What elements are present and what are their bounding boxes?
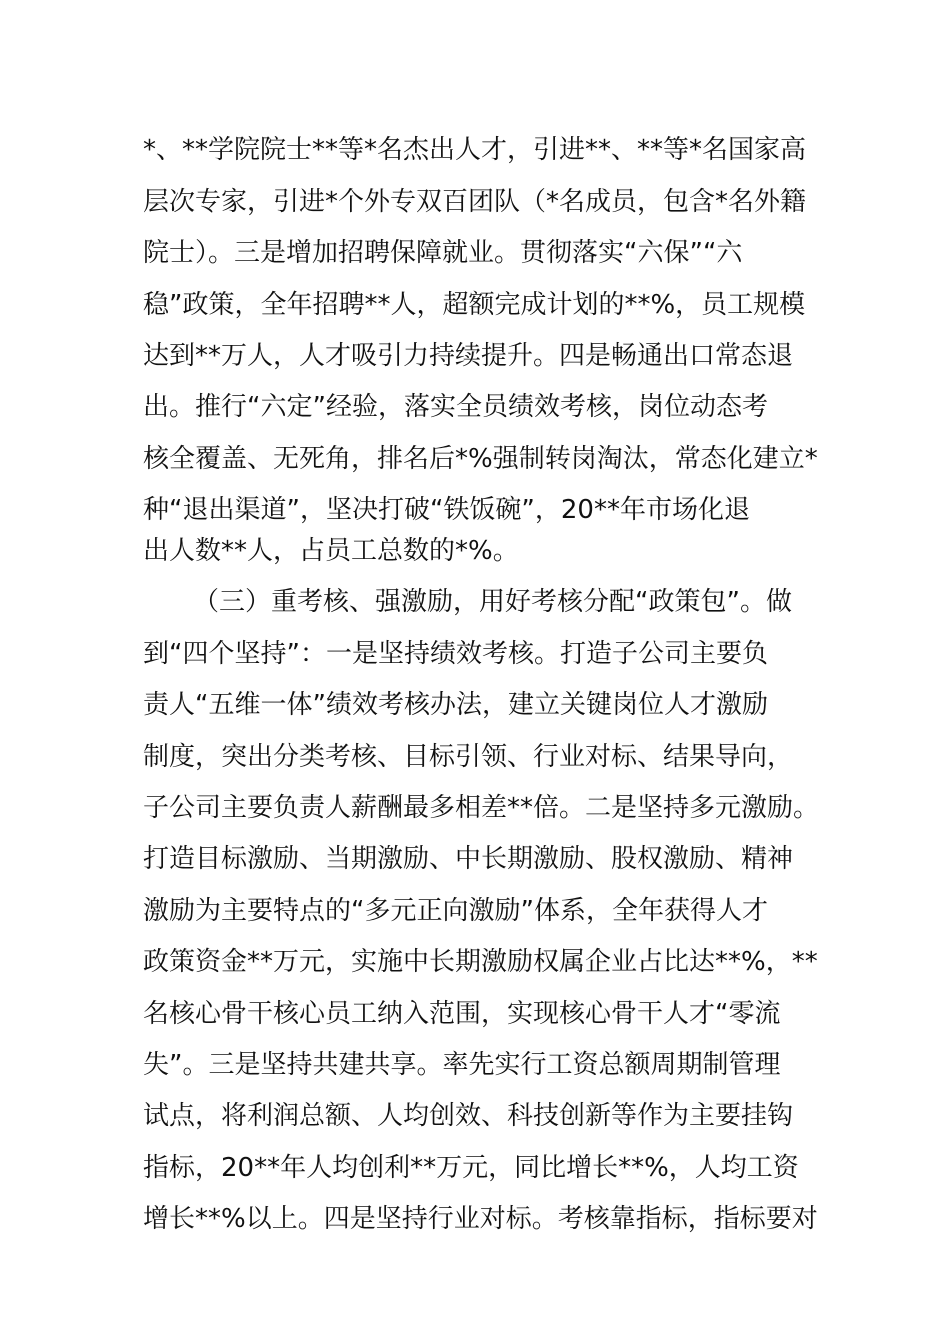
text-line: 激励为主要特点的“多元正向激励”体系，全年获得人才	[143, 896, 768, 926]
text-line: 达到**万人，人才吸引力持续提升。四是畅通出口常态退	[143, 341, 794, 371]
text-line: 种“退出渠道”，坚决打破“铁饭碗”，20**年市场化退	[143, 495, 750, 525]
text-line: 稳”政策，全年招聘**人，超额完成计划的**%，员工规模	[143, 290, 806, 320]
text-line: 名核心骨干核心员工纳入范围，实现核心骨干人才“零流	[143, 999, 781, 1029]
text-line: 责人“五维一体”绩效考核办法，建立关键岗位人才激励	[143, 690, 768, 720]
text-line: 打造目标激励、当期激励、中长期激励、股权激励、精神	[143, 844, 794, 874]
text-line: 出。推行“六定”经验，落实全员绩效考核，岗位动态考	[143, 392, 768, 422]
text-line: *、**学院院士**等*名杰出人才，引进**、**等*名国家高	[143, 135, 807, 165]
text-line: 出人数**人，占员工总数的*%。	[143, 536, 519, 566]
text-line: 指标，20**年人均创利**万元，同比增长**%，人均工资	[143, 1153, 799, 1183]
text-line: 增长**%以上。四是坚持行业对标。考核靠指标，指标要对	[143, 1204, 818, 1234]
text-line: 政策资金**万元，实施中长期激励权属企业占比达**%，**	[143, 947, 818, 977]
section-heading-line: （三）重考核、强激励，用好考核分配“政策包”。做	[193, 587, 792, 617]
text-line: 核全覆盖、无死角，排名后*%强制转岗淘汰，常态化建立*	[143, 444, 818, 474]
text-line: 制度，突出分类考核、目标引领、行业对标、结果导向，	[143, 742, 794, 772]
text-line: 子公司主要负责人薪酬最多相差**倍。二是坚持多元激励。	[143, 793, 820, 823]
text-line: 失”。三是坚持共建共享。率先实行工资总额周期制管理	[143, 1050, 781, 1080]
text-line: 层次专家，引进*个外专双百团队（*名成员，包含*名外籍	[143, 187, 807, 217]
text-line: 院士）。三是增加招聘保障就业。贯彻落实“六保”“六	[143, 238, 743, 268]
text-line: 到“四个坚持”：一是坚持绩效考核。打造子公司主要负	[143, 639, 768, 669]
text-line: 试点，将利润总额、人均创效、科技创新等作为主要挂钩	[143, 1101, 794, 1131]
